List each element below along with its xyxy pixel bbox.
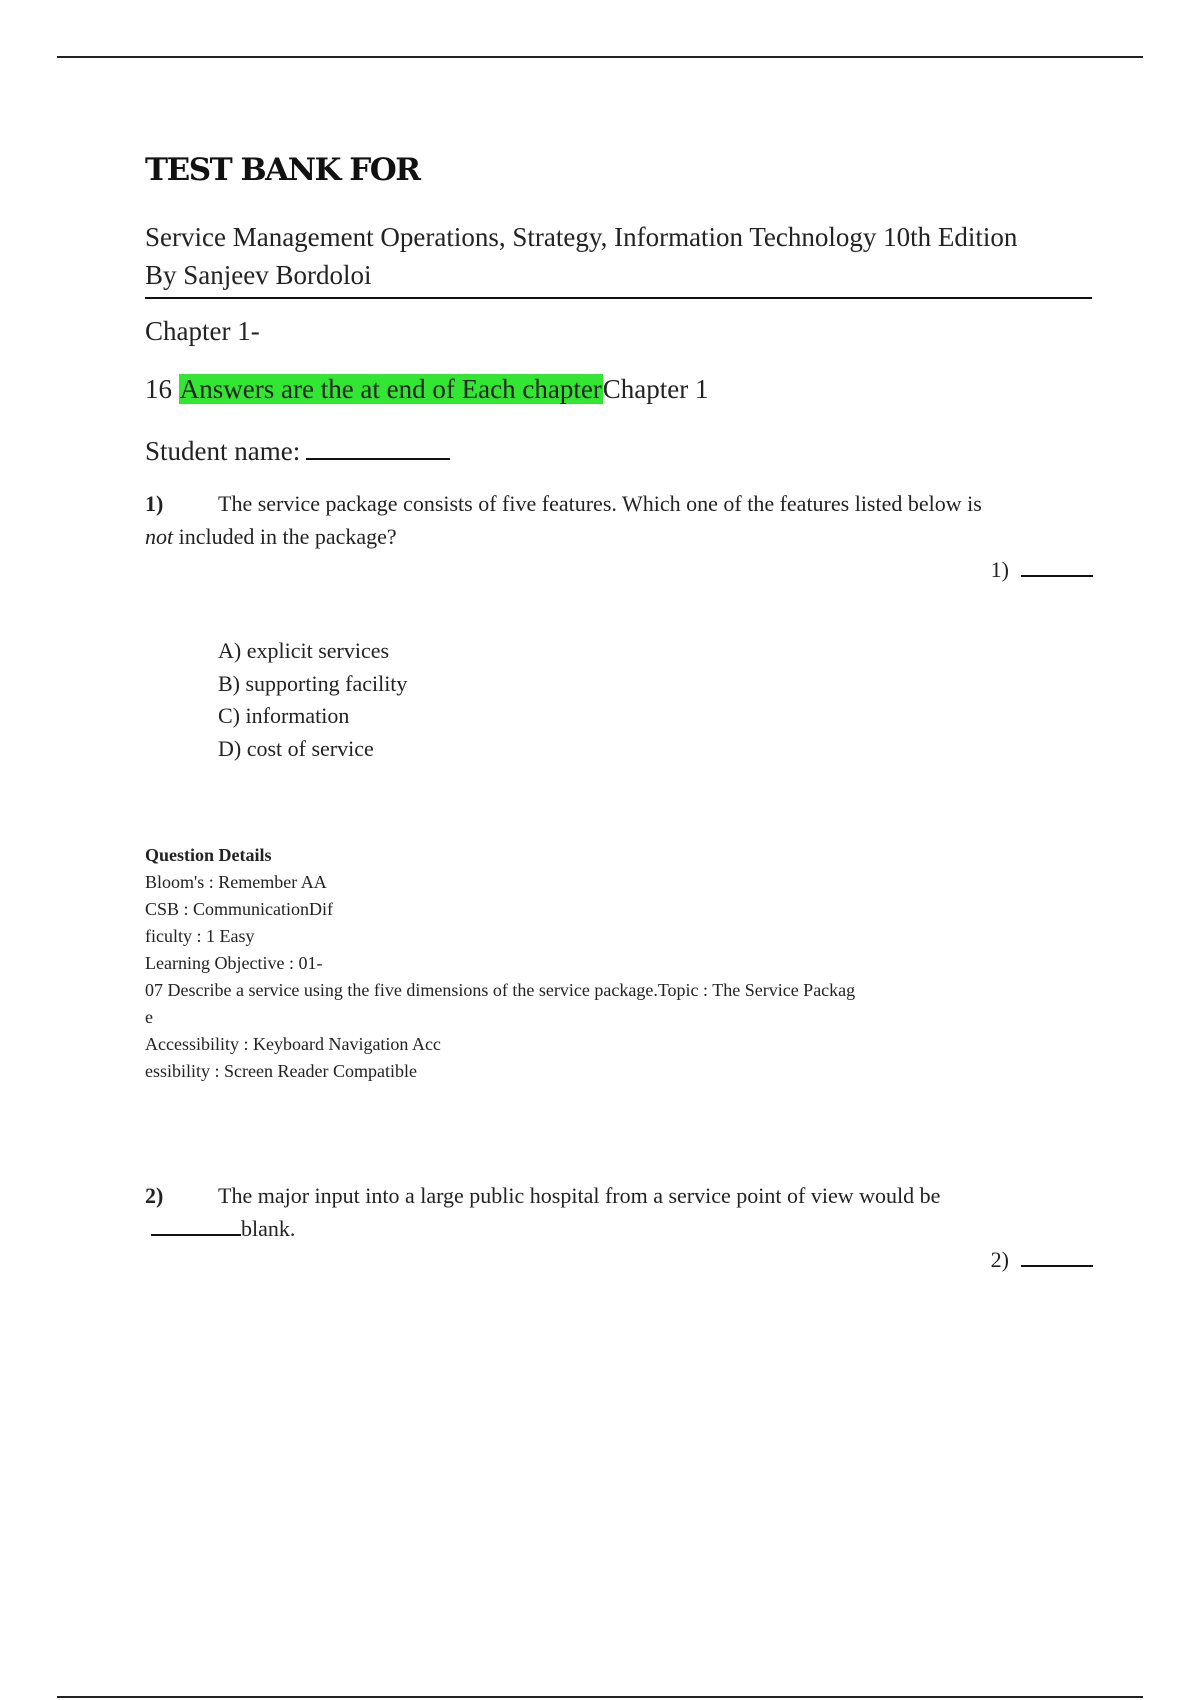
question-1-answer-slot (991, 555, 1093, 583)
title-divider (145, 297, 1092, 299)
option-d[interactable]: D) cost of service (218, 735, 374, 761)
question-2-text-line-2: blank. (241, 1216, 296, 1241)
question-1-answer-blank[interactable] (1021, 555, 1093, 577)
student-name-label: Student name: (145, 436, 301, 466)
question-2-inline-blank[interactable] (151, 1212, 241, 1236)
question-1-text-line-1: The service package consists of five features. Which one of the features listed below is (218, 491, 982, 516)
option-c[interactable]: C) information (218, 703, 350, 728)
question-details (145, 842, 855, 1085)
book-title-line-1: Service Management Operations, Strategy, Information Technology 10th Edition (145, 222, 1018, 252)
answers-note-prefix: 16 (145, 374, 179, 404)
question-2-slot-label: 2) (990, 1247, 1009, 1272)
question-1-slot-label: 1) (990, 557, 1009, 582)
question-1-emphasis: not (145, 524, 174, 549)
details-line: Accessibility : Keyboard Navigation Acc (145, 1034, 441, 1054)
option-b[interactable]: B) supporting facility (218, 670, 408, 696)
student-name-row (145, 432, 450, 467)
page-title: TEST BANK FOR (145, 152, 420, 188)
option-a[interactable]: A) explicit services (218, 638, 390, 663)
question-details-title: Question Details (145, 845, 272, 865)
details-line: Bloom's : Remember AA (145, 872, 327, 892)
question-1-options (218, 635, 407, 765)
student-name-blank[interactable] (306, 432, 450, 460)
details-line: CSB : CommunicationDif (145, 899, 334, 919)
question-2-text-line-1: The major input into a large public hospital from a service point of view would be (218, 1183, 941, 1208)
book-title (145, 218, 1095, 294)
book-title-line-2: By Sanjeev Bordoloi (145, 260, 372, 290)
details-line: e (145, 1007, 153, 1027)
top-rule (57, 56, 1143, 58)
details-line: ficulty : 1 Easy (145, 926, 255, 946)
question-1-number: 1) (145, 491, 164, 516)
details-line: essibility : Screen Reader Compatible (145, 1061, 417, 1081)
details-line: Learning Objective : 01- (145, 953, 323, 973)
question-2-answer-slot (991, 1245, 1093, 1273)
bottom-rule (57, 1696, 1143, 1698)
question-1 (145, 487, 1085, 553)
answers-note-suffix: Chapter 1 (602, 374, 709, 404)
question-1-text-line-2: included in the package? (173, 524, 397, 549)
question-2-answer-blank[interactable] (1021, 1245, 1093, 1267)
details-line: 07 Describe a service using the five dimensions of the service package.Topic : The Service Packag (145, 980, 856, 1000)
question-2-number: 2) (145, 1183, 164, 1208)
chapter-heading: Chapter 1- (145, 316, 260, 346)
answers-note-highlight: Answers are the at end of Each chapter (179, 374, 602, 404)
question-2 (145, 1179, 1085, 1245)
answers-note (145, 374, 709, 405)
